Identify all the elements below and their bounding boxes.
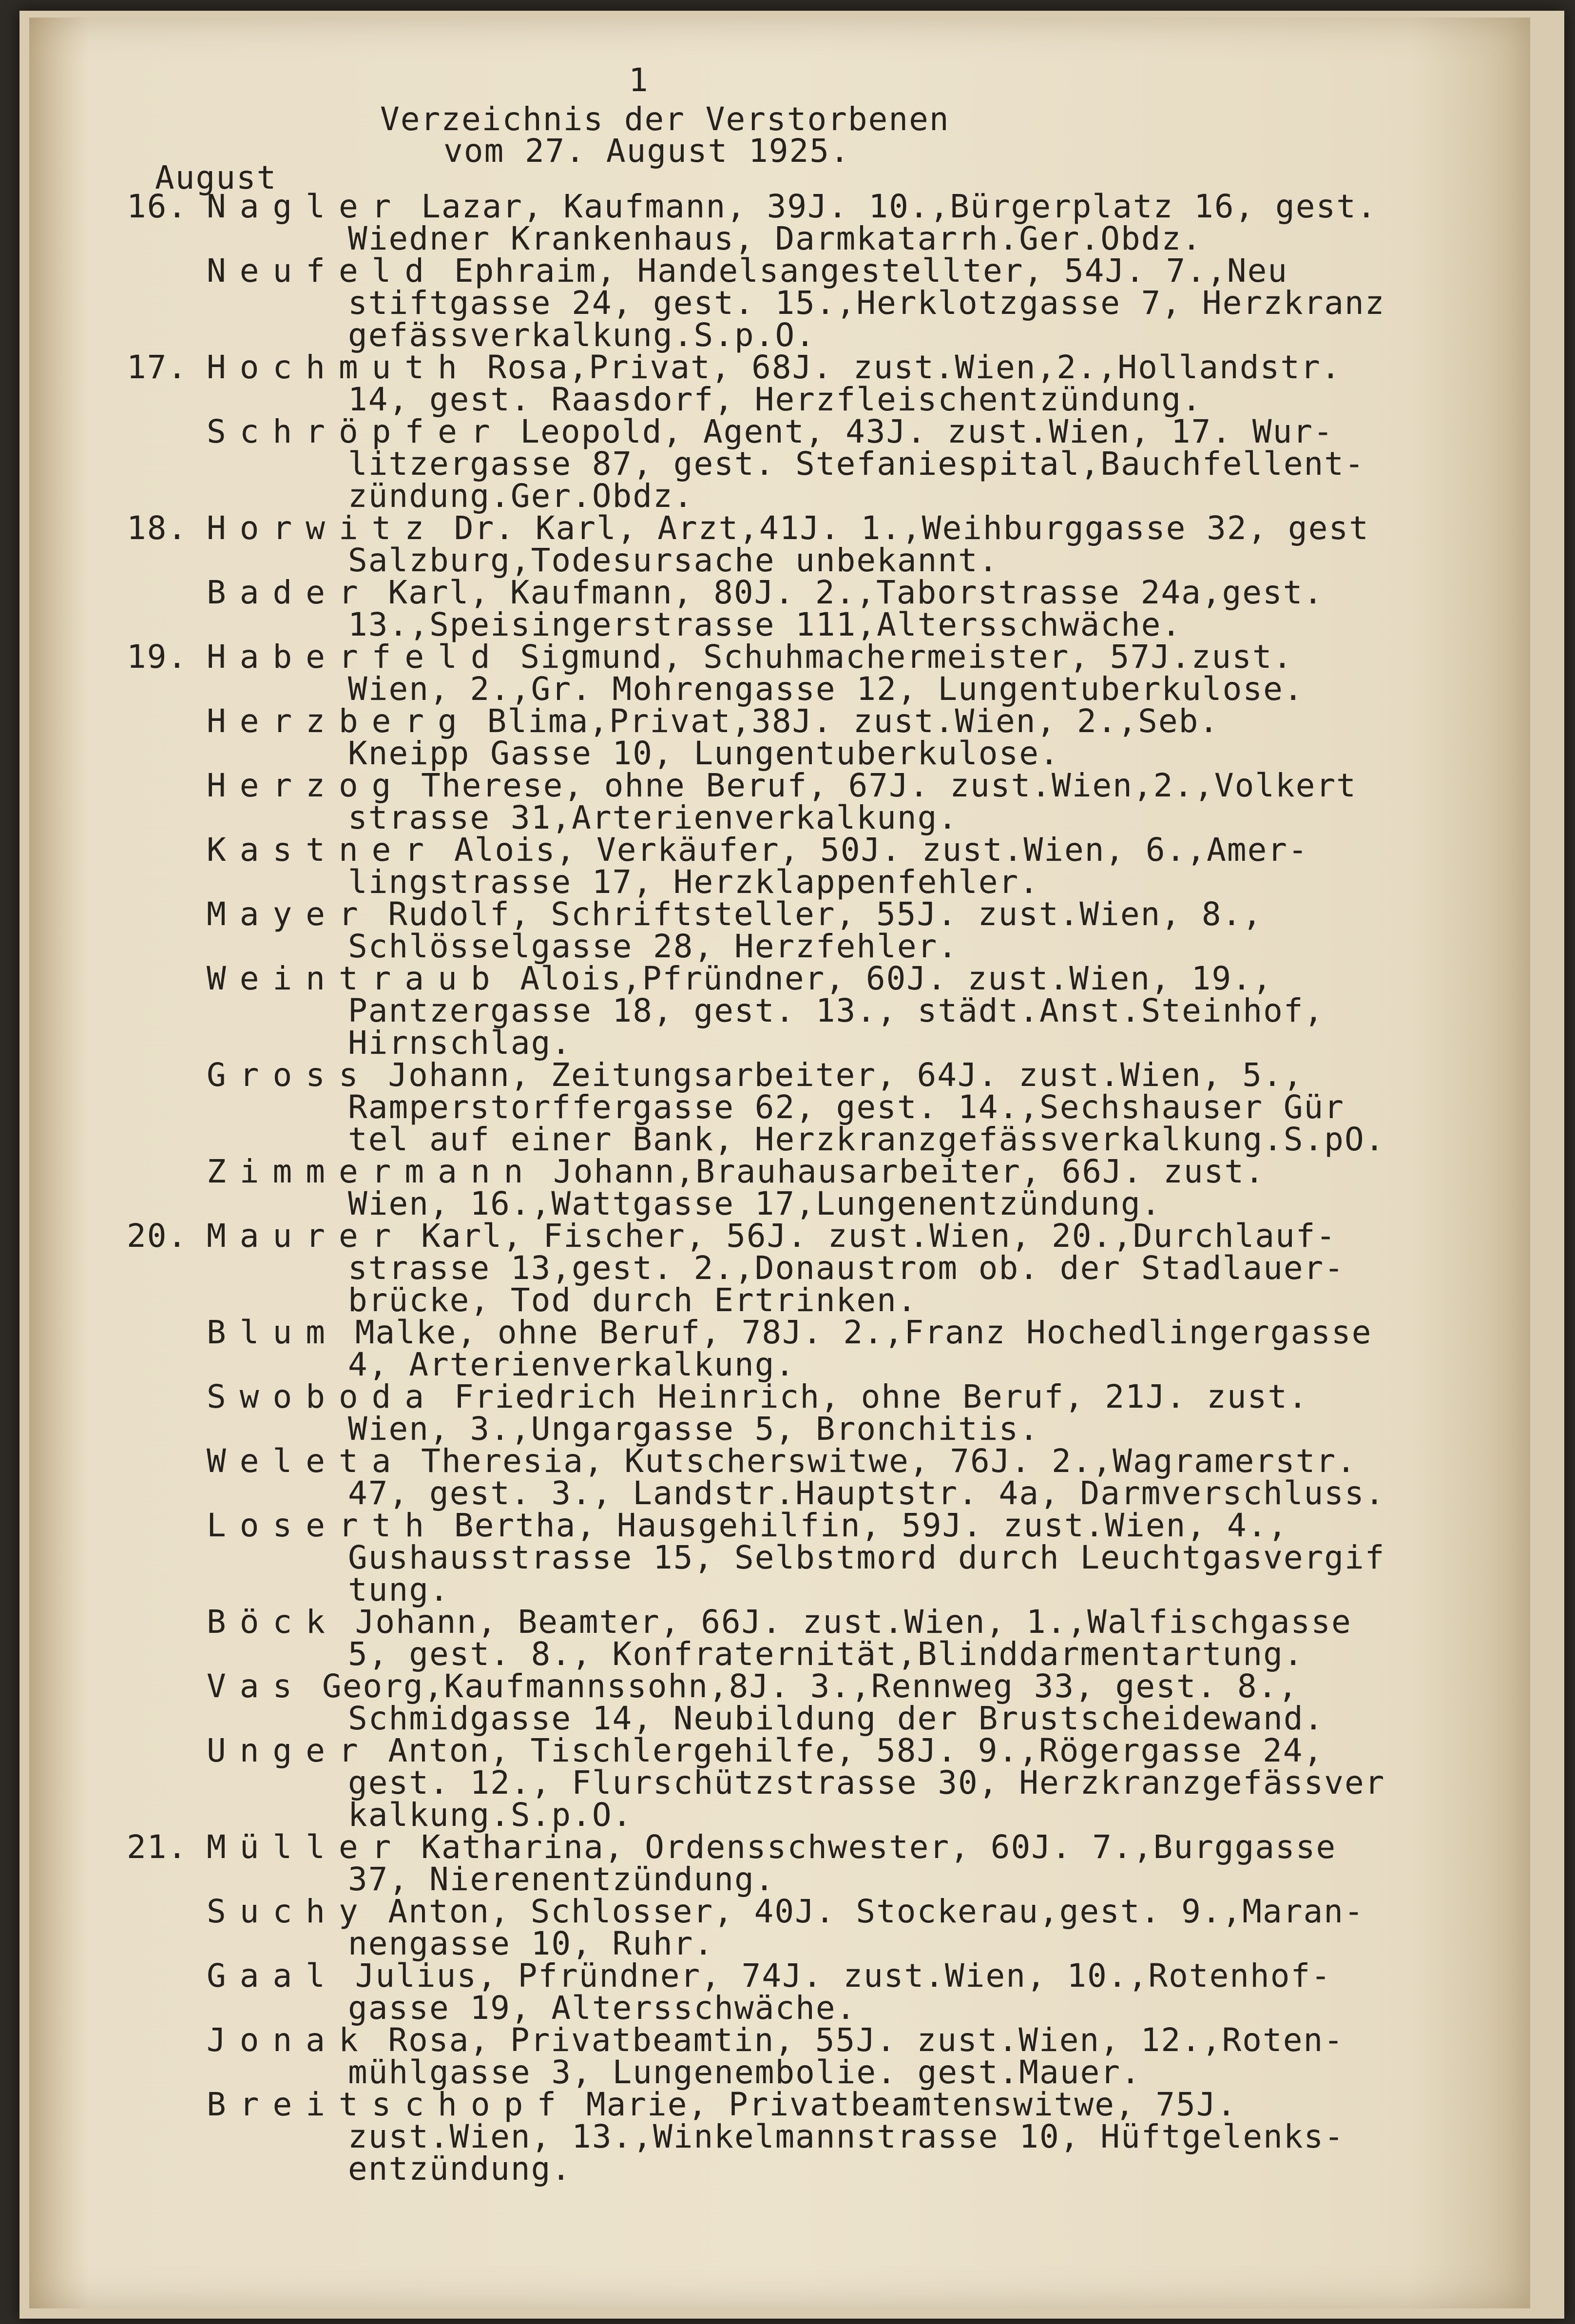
entry-details: Johann, Beamter, 66J. zust.Wien, 1.,Walfischgasse xyxy=(334,1603,1352,1641)
entry-details: Ephraim, Handelsangestellter, 54J. 7.,Neu xyxy=(434,252,1288,290)
entry-surname: Blum xyxy=(207,1314,339,1351)
entry-surname: Herzog xyxy=(207,767,405,804)
entry-surname: Herzberg xyxy=(207,702,471,740)
register-entry xyxy=(127,895,1472,965)
register-entry xyxy=(127,1957,1472,2027)
entry-details: Karl, Kaufmann, 80J. 2.,Taborstrasse 24a,gest. xyxy=(367,574,1324,611)
register-entry xyxy=(127,413,1472,515)
register-entry xyxy=(127,1507,1472,1608)
entry-day: 16. xyxy=(127,188,188,225)
entry-continuation-text: gasse 19, Altersschwäche. xyxy=(348,1989,857,2027)
entry-continuation-text: Gushausstrasse 15, Selbstmord durch Leuchtgasvergif xyxy=(348,1539,1385,1576)
entry-surname: Weleta xyxy=(207,1442,405,1480)
entry-details: Theresia, Kutscherswitwe, 76J. 2.,Wagramerstr. xyxy=(401,1442,1357,1480)
entry-continuation-text: gest. 12., Flurschützstrasse 30, Herzkranzgefässver xyxy=(348,1764,1385,1801)
entry-first-line xyxy=(127,1153,1472,1190)
entry-continuation-text: gefässverkalkung.S.p.O. xyxy=(348,316,816,354)
entry-day: 19. xyxy=(127,638,188,676)
register-entry xyxy=(127,252,1472,354)
entry-details: Marie, Privatbeamtenswitwe, 75J. xyxy=(566,2086,1237,2123)
entry-details: Friedrich Heinrich, ohne Beruf, 21J. zust. xyxy=(434,1378,1308,1415)
entry-details: Alois,Pfründner, 60J. zust.Wien, 19., xyxy=(499,960,1273,997)
entry-first-line xyxy=(127,960,1472,997)
entry-surname: Neufeld xyxy=(207,252,438,290)
entry-first-line xyxy=(127,638,1472,676)
entry-continuation-text: 13.,Speisingerstrasse 111,Altersschwäche. xyxy=(348,606,1182,643)
register-entry xyxy=(127,1828,1472,1898)
entry-continuation-line xyxy=(127,1700,1472,1737)
entry-first-line xyxy=(127,1507,1472,1544)
entry-continuation-line xyxy=(127,1346,1472,1383)
death-register-list xyxy=(127,188,1472,2188)
entry-details: Rosa, Privatbeamtin, 55J. zust.Wien, 12.,Roten- xyxy=(367,2021,1344,2059)
entry-continuation-line xyxy=(127,316,1472,354)
entry-continuation-text: entzündung. xyxy=(348,2150,572,2188)
entry-continuation-line xyxy=(127,445,1472,483)
entry-details: Anton, Schlosser, 40J. Stockerau,gest. 9.,Maran- xyxy=(367,1893,1364,1930)
entry-continuation-line xyxy=(127,1571,1472,1608)
entry-continuation-text: Schlösselgasse 28, Herzfehler. xyxy=(348,928,959,965)
entry-surname: Swoboda xyxy=(207,1378,438,1415)
register-entry xyxy=(127,960,1472,1062)
entry-continuation-line xyxy=(127,606,1472,643)
entry-day: 21. xyxy=(127,1828,188,1866)
entry-details: Sigmund, Schuhmachermeister, 57J.zust. xyxy=(499,638,1293,676)
entry-surname: Jonak xyxy=(207,2021,372,2059)
register-entry xyxy=(127,1056,1472,1158)
register-entry xyxy=(127,1893,1472,1962)
register-entry xyxy=(127,1217,1472,1319)
entry-continuation-line xyxy=(127,1281,1472,1319)
register-entry xyxy=(127,638,1472,708)
entry-continuation-line xyxy=(127,544,1472,577)
entry-continuation-text: nengasse 10, Ruhr. xyxy=(348,1925,714,1962)
register-entry xyxy=(127,1314,1472,1383)
entry-details: Bertha, Hausgehilfin, 59J. zust.Wien, 4., xyxy=(434,1507,1288,1544)
document-date: vom 27. August 1925. xyxy=(443,132,850,170)
entry-continuation-line xyxy=(127,381,1472,418)
entry-surname: Horwitz xyxy=(207,509,438,547)
entry-day: 17. xyxy=(127,349,188,386)
register-entry xyxy=(127,1732,1472,1834)
entry-continuation-text: 37, Nierenentzündung. xyxy=(348,1860,775,1898)
register-entry xyxy=(127,767,1472,836)
entry-continuation-line xyxy=(127,220,1472,257)
register-entry xyxy=(127,2086,1472,2188)
entry-details: Dr. Karl, Arzt,41J. 1.,Weihburggasse 32, gest xyxy=(434,509,1369,547)
entry-continuation-text: Wien, 16.,Wattgasse 17,Lungenentzündung. xyxy=(348,1185,1162,1222)
entry-continuation-text: Wien, 2.,Gr. Mohrengasse 12, Lungentuberkulose. xyxy=(348,670,1304,708)
entry-continuation-line xyxy=(127,670,1472,708)
entry-first-line xyxy=(127,1314,1472,1351)
register-entry xyxy=(127,2021,1472,2091)
entry-first-line xyxy=(127,1217,1472,1255)
entry-continuation-text: Kneipp Gasse 10, Lungentuberkulose. xyxy=(348,735,1060,772)
entry-details: Julius, Pfründner, 74J. zust.Wien, 10.,Rotenhof- xyxy=(334,1957,1331,1995)
entry-surname: Weintraub xyxy=(207,960,504,997)
entry-continuation-line xyxy=(127,1123,1472,1156)
entry-surname: Bader xyxy=(207,574,372,611)
entry-day: 20. xyxy=(127,1217,188,1255)
entry-details: Karl, Fischer, 56J. zust.Wien, 20.,Durchlauf- xyxy=(401,1217,1337,1255)
entry-details: Therese, ohne Beruf, 67J. zust.Wien,2.,Volkert xyxy=(401,767,1357,804)
register-entry xyxy=(127,1603,1472,1673)
entry-continuation-line xyxy=(127,1764,1472,1801)
entry-surname: Mayer xyxy=(207,895,372,933)
document-title: Verzeichnis der Verstorbenen xyxy=(380,100,950,138)
entry-first-line xyxy=(127,1667,1472,1705)
entry-continuation-line xyxy=(127,1989,1472,2027)
entry-surname: Kastner xyxy=(207,831,438,869)
entry-continuation-text: Hirnschlag. xyxy=(348,1024,572,1062)
entry-continuation-text: kalkung.S.p.O. xyxy=(348,1796,633,1834)
entry-continuation-line xyxy=(127,1539,1472,1576)
entry-continuation-text: tel auf einer Bank, Herzkranzgefässverkalkung.S.pO. xyxy=(348,1121,1385,1158)
entry-surname: Böck xyxy=(207,1603,339,1641)
entry-continuation-text: 4, Arterienverkalkung. xyxy=(348,1346,796,1383)
entry-continuation-line xyxy=(127,863,1472,901)
entry-continuation-text: Wiedner Krankenhaus, Darmkatarrh.Ger.Obdz. xyxy=(348,220,1202,257)
entry-first-line xyxy=(127,1442,1472,1480)
entry-surname: Müller xyxy=(207,1828,405,1866)
entry-first-line xyxy=(127,1056,1472,1094)
entry-first-line xyxy=(127,1603,1472,1641)
entry-first-line xyxy=(127,1957,1472,1995)
entry-continuation-line xyxy=(127,2150,1472,2188)
entry-continuation-line xyxy=(127,737,1472,770)
entry-details: Rosa,Privat, 68J. zust.Wien,2.,Hollandstr. xyxy=(466,349,1342,386)
entry-continuation-line xyxy=(127,1024,1472,1062)
entry-continuation-text: mühlgasse 3, Lungenembolie. gest.Mauer. xyxy=(348,2053,1141,2091)
entry-continuation-text: strasse 31,Arterienverkalkung. xyxy=(348,799,959,836)
register-entry xyxy=(127,509,1472,579)
register-entry xyxy=(127,702,1472,772)
register-entry xyxy=(127,831,1472,901)
entry-first-line xyxy=(127,895,1472,933)
register-entry xyxy=(127,1153,1472,1222)
entry-continuation-text: 5, gest. 8., Konfraternität,Blinddarmentartung. xyxy=(348,1635,1304,1673)
entry-details: Rudolf, Schriftsteller, 55J. zust.Wien, 8., xyxy=(367,895,1263,933)
entry-surname: Haberfeld xyxy=(207,638,504,676)
entry-details: Lazar, Kaufmann, 39J. 10.,Bürgerplatz 16, gest. xyxy=(401,188,1377,225)
register-entry xyxy=(127,351,1472,416)
entry-continuation-text: Ramperstorffergasse 62, gest. 14.,Sechshauser Gür xyxy=(348,1088,1345,1126)
entry-details: Georg,Kaufmannssohn,8J. 3.,Rennweg 33, gest. 8., xyxy=(302,1667,1299,1705)
entry-continuation-text: Schmidgasse 14, Neubildung der Brustscheidewand. xyxy=(348,1700,1325,1737)
entry-continuation-text: tung. xyxy=(348,1571,450,1608)
entry-first-line xyxy=(127,831,1472,869)
entry-surname: Vas xyxy=(207,1667,306,1705)
entry-continuation-line xyxy=(127,1796,1472,1834)
entry-first-line xyxy=(127,574,1472,611)
entry-details: Anton, Tischlergehilfe, 58J. 9.,Rögergasse 24, xyxy=(367,1732,1324,1769)
entry-continuation-line xyxy=(127,1925,1472,1962)
entry-continuation-text: strasse 13,gest. 2.,Donaustrom ob. der Stadlauer- xyxy=(348,1249,1345,1287)
entry-continuation-line xyxy=(127,1410,1472,1448)
entry-details: Katharina, Ordensschwester, 60J. 7.,Burggasse xyxy=(401,1828,1337,1866)
register-entry xyxy=(127,1667,1472,1737)
register-entry xyxy=(127,1442,1472,1512)
entry-continuation-line xyxy=(127,930,1472,963)
page-number: 1 xyxy=(629,61,649,99)
entry-details: Malke, ohne Beruf, 78J. 2.,Franz Hochedlingergasse xyxy=(334,1314,1372,1351)
entry-surname: Gaal xyxy=(207,1957,339,1995)
entry-continuation-line xyxy=(127,1185,1472,1222)
document-page xyxy=(29,18,1530,2308)
entry-continuation-text: zust.Wien, 13.,Winkelmannstrasse 10, Hüftgelenks- xyxy=(348,2118,1345,2155)
entry-surname: Nagler xyxy=(207,188,405,225)
entry-surname: Suchy xyxy=(207,1893,372,1930)
register-entry xyxy=(127,574,1472,643)
entry-surname: Maurer xyxy=(207,1217,405,1255)
entry-first-line xyxy=(127,188,1472,225)
entry-day: 18. xyxy=(127,509,188,547)
entry-continuation-text: Salzburg,Todesursache unbekannt. xyxy=(348,542,999,579)
entry-continuation-line xyxy=(127,2118,1472,2155)
entry-continuation-text: Pantzergasse 18, gest. 13., städt.Anst.Steinhof, xyxy=(348,992,1325,1029)
entry-continuation-line xyxy=(127,1474,1472,1512)
entry-continuation-text: zündung.Ger.Obdz. xyxy=(348,477,694,515)
entry-first-line xyxy=(127,702,1472,740)
entry-continuation-line xyxy=(127,284,1472,322)
entry-surname: Gross xyxy=(207,1056,372,1094)
entry-details: Leopold, Agent, 43J. zust.Wien, 17. Wur- xyxy=(499,413,1334,450)
entry-continuation-line xyxy=(127,799,1472,836)
entry-surname: Hochmuth xyxy=(207,349,471,386)
entry-continuation-line xyxy=(127,1249,1472,1287)
entry-first-line xyxy=(127,413,1472,450)
entry-continuation-text: brücke, Tod durch Ertrinken. xyxy=(348,1281,918,1319)
entry-surname: Schröpfer xyxy=(207,413,504,450)
entry-first-line xyxy=(127,509,1472,547)
entry-surname: Zimmermann xyxy=(207,1153,537,1190)
entry-continuation-line xyxy=(127,2053,1472,2091)
entry-first-line xyxy=(127,351,1472,384)
entry-details: Blima,Privat,38J. zust.Wien, 2.,Seb. xyxy=(466,702,1220,740)
entry-continuation-line xyxy=(127,1635,1472,1673)
entry-first-line xyxy=(127,1732,1472,1769)
entry-continuation-text: lingstrasse 17, Herzklappenfehler. xyxy=(348,863,1040,901)
register-entry xyxy=(127,188,1472,257)
entry-continuation-text: litzergasse 87, gest. Stefaniespital,Bauchfellent- xyxy=(348,445,1365,483)
register-entry xyxy=(127,1378,1472,1448)
entry-first-line xyxy=(127,2086,1472,2123)
entry-surname: Unger xyxy=(207,1732,372,1769)
entry-continuation-line xyxy=(127,1088,1472,1126)
entry-first-line xyxy=(127,1378,1472,1415)
entry-details: Johann,Brauhausarbeiter, 66J. zust. xyxy=(533,1153,1265,1190)
entry-details: Johann, Zeitungsarbeiter, 64J. zust.Wien, 5., xyxy=(367,1056,1304,1094)
entry-first-line xyxy=(127,252,1472,290)
entry-first-line xyxy=(127,1893,1472,1930)
entry-continuation-line xyxy=(127,477,1472,515)
entry-surname: Breitschopf xyxy=(207,2086,570,2123)
entry-first-line xyxy=(127,767,1472,804)
entry-first-line xyxy=(127,2021,1472,2059)
entry-continuation-line xyxy=(127,1860,1472,1898)
entry-continuation-text: 47, gest. 3., Landstr.Hauptstr. 4a, Darmverschluss. xyxy=(348,1474,1385,1512)
entry-details: Alois, Verkäufer, 50J. zust.Wien, 6.,Amer- xyxy=(434,831,1308,869)
entry-continuation-text: Wien, 3.,Ungargasse 5, Bronchitis. xyxy=(348,1410,1040,1448)
entry-continuation-line xyxy=(127,992,1472,1029)
entry-continuation-text: 14, gest. Raasdorf, Herzfleischentzündung. xyxy=(348,381,1202,418)
entry-first-line xyxy=(127,1828,1472,1866)
month-heading: August xyxy=(155,159,277,196)
entry-continuation-text: stiftgasse 24, gest. 15.,Herklotzgasse 7, Herzkranz xyxy=(348,284,1385,322)
entry-surname: Loserth xyxy=(207,1507,438,1544)
